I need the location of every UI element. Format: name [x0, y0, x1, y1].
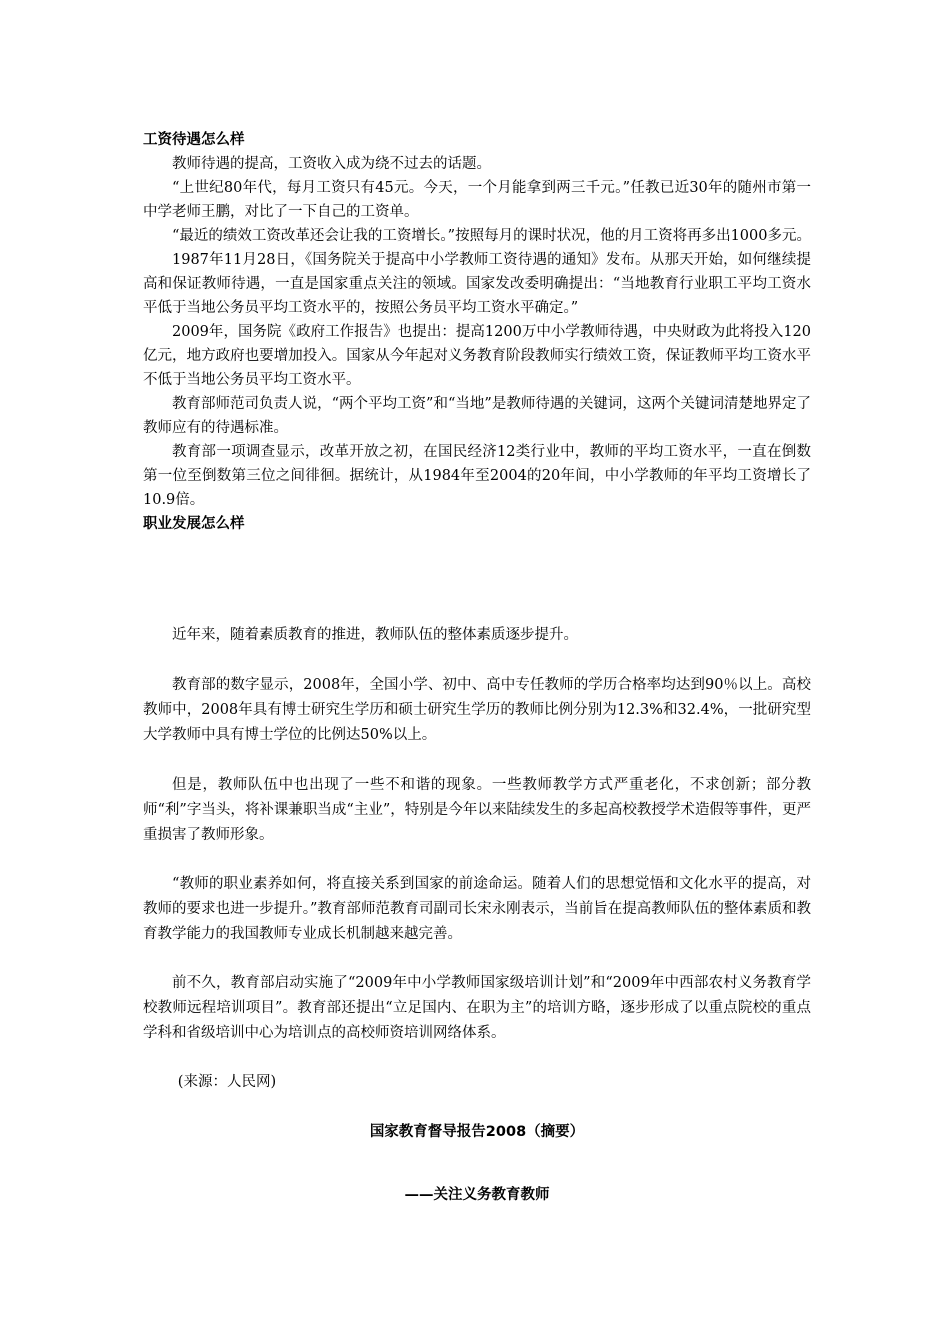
paragraph: 教育部一项调查显示，改革开放之初，在国民经济12类行业中，教师的平均工资水平，一直在倒数第一位至倒数第三位之间徘徊。据统计，从1984年至2004的20年间，中小学教师的年平均工资增长了10.9倍。 [143, 444, 811, 508]
paragraph: “教师的职业素养如何，将直接关系到国家的前途命运。随着人们的思想觉悟和文化水平的提高，对教师的要求也进一步提升。”教育部师范教育司副司长宋永刚表示，当前旨在提高教师队伍的整体素质和教育教学能力的我国教师专业成长机制越来越完善。 [143, 876, 811, 942]
paragraph: “上世纪80年代，每月工资只有45元。今天，一个月能拿到两三千元。”任教已近30年的随州市第一中学老师王鹏，对比了一下自己的工资单。 [143, 180, 811, 220]
section-career [143, 971, 811, 1046]
section-wages [143, 128, 811, 536]
paragraph: 前不久，教育部启动实施了“2009年中小学教师国家级培训计划”和“2009年中西部农村义务教育学校教师远程培训项目”。教育部还提出“立足国内、在职为主”的培训方略，逐步形成了以重点院校的重点学科和省级培训中心为培训点的高校师资培训网络体系。 [143, 975, 811, 1041]
paragraph: 2009年，国务院《政府工作报告》也提出：提高1200万中小学教师待遇，中央财政为此将投入120亿元，地方政府也要增加投入。国家从今年起对义务教育阶段教师实行绩效工资，保证教师平均工资水平不低于当地公务员平均工资水平。 [143, 324, 811, 388]
report-title-block [143, 1120, 811, 1144]
report-title: 国家教育督导报告2008（摘要） [369, 1124, 585, 1140]
paragraph: 但是，教师队伍中也出现了一些不和谐的现象。一些教师教学方式严重老化，不求创新；部分教师“利”字当头，将补课兼职当成“主业”，特别是今年以来陆续发生的多起高校教授学术造假等事件，更严重损害了教师形象。 [143, 777, 811, 843]
source-line [143, 1070, 811, 1095]
section-career [143, 673, 811, 748]
section-career [143, 623, 811, 648]
paragraph: 教育部师范司负责人说，“两个平均工资”和“当地”是教师待遇的关键词，这两个关键词清楚地界定了教师应有的待遇标准。 [143, 396, 811, 436]
report-subtitle-block [143, 1183, 811, 1207]
section-heading-career: 职业发展怎么样 [143, 516, 245, 532]
paragraph: 教育部的数字显示，2008年，全国小学、初中、高中专任教师的学历合格率均达到90％以上。高校教师中，2008年具有博士研究生学历和硕士研究生学历的教师比例分别为12.3%和32.4%，一批研究型大学教师中具有博士学位的比例达50%以上。 [143, 677, 811, 743]
report-subtitle: ——关注义务教育教师 [404, 1187, 550, 1203]
source-text: (来源：人民网) [177, 1074, 277, 1090]
section-career [143, 872, 811, 947]
paragraph: “最近的绩效工资改革还会让我的工资增长。”按照每月的课时状况，他的月工资将再多出1000多元。 [172, 228, 811, 244]
paragraph: 近年来，随着素质教育的推进，教师队伍的整体素质逐步提升。 [172, 627, 578, 643]
section-career [143, 773, 811, 848]
section-heading-wages: 工资待遇怎么样 [143, 132, 245, 148]
paragraph: 教师待遇的提高，工资收入成为绕不过去的话题。 [172, 156, 491, 172]
paragraph: 1987年11月28日，《国务院关于提高中小学教师工资待遇的通知》发布。从那天开始，如何继续提高和保证教师待遇，一直是国家重点关注的领域。国家发改委明确提出：“当地教育行业职工平均工资水平低于当地公务员平均工资水平的，按照公务员平均工资水平确定。” [143, 252, 811, 316]
